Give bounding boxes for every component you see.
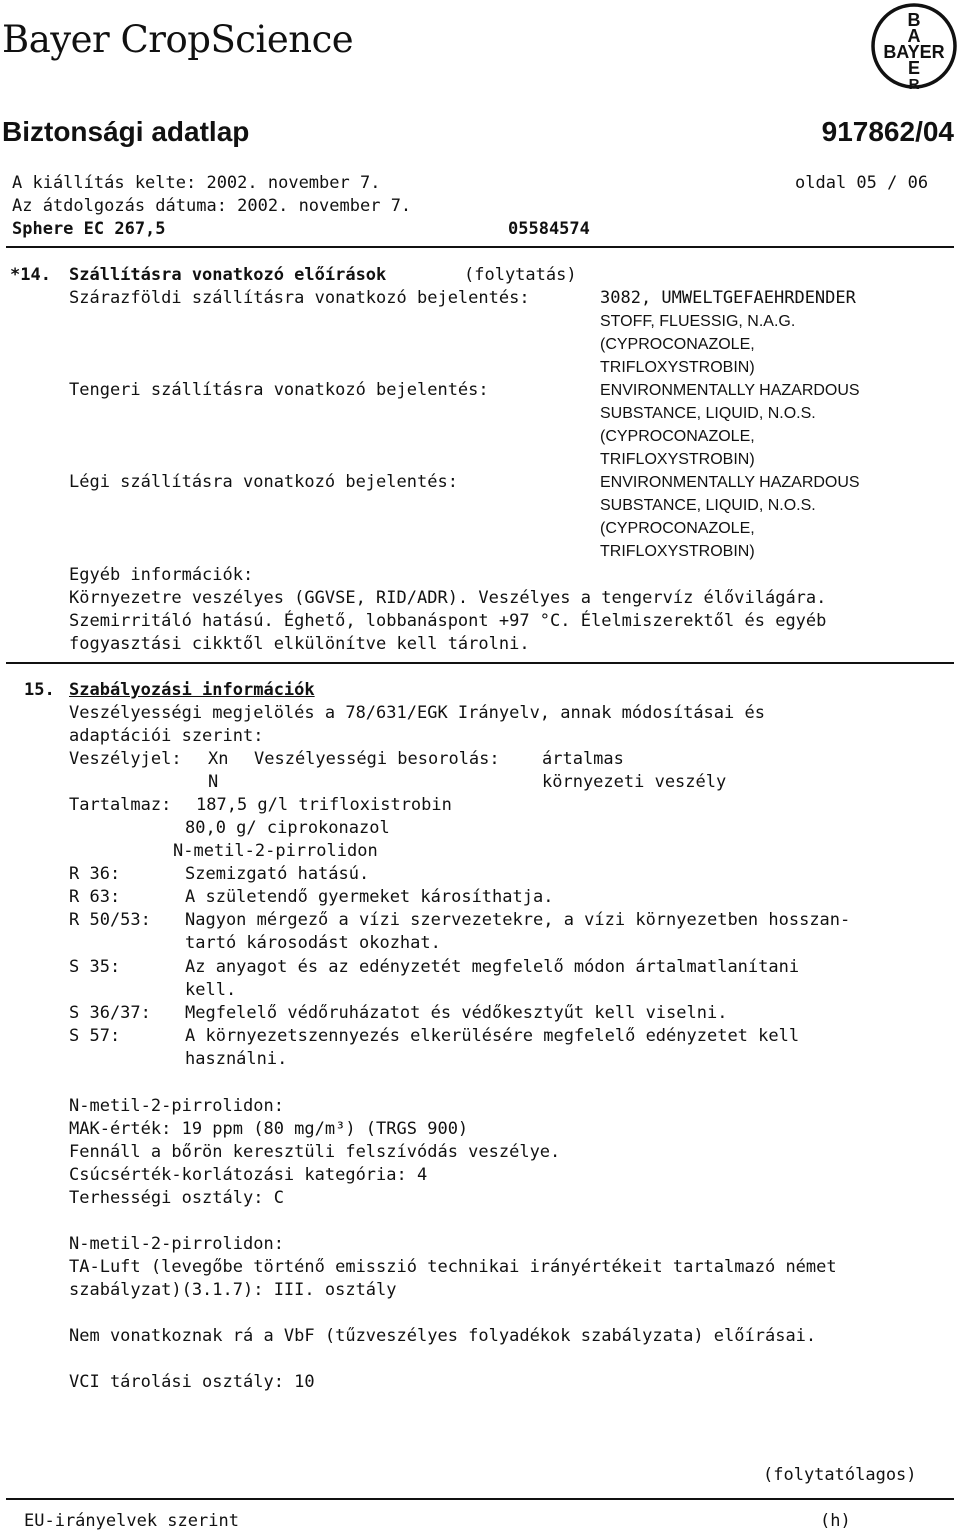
air-transport-line: (CYPROCONAZOLE,	[600, 520, 755, 537]
section-14-number: *14.	[10, 265, 51, 285]
sea-transport-label: Tengeri szállításra vonatkozó bejelentés:	[69, 380, 489, 400]
logo-letter-r: R	[908, 76, 920, 90]
pregnancy-class: Terhességi osztály: C	[69, 1188, 284, 1208]
sea-transport-line: SUBSTANCE, LIQUID, N.O.S.	[600, 405, 816, 422]
land-transport-line: 3082, UMWELTGEFAEHRDENDER	[600, 288, 856, 308]
phrase-code: R 63:	[69, 887, 121, 907]
phrase-text: tartó károsodást okozhat.	[185, 933, 441, 953]
hazard-symbol-label: Veszélyjel:	[69, 749, 182, 769]
nmp-heading: N-metil-2-pirrolidon:	[69, 1096, 284, 1116]
nmp-heading: N-metil-2-pirrolidon:	[69, 1234, 284, 1254]
other-info-line: Szemirritáló hatású. Éghető, lobbanáspont +97 °C. Élelmiszerektől és egyéb	[69, 611, 827, 631]
sea-transport-line: TRIFLOXYSTROBIN)	[600, 451, 755, 468]
directive-intro-line: Veszélyességi megjelölés a 78/631/EGK Irányelv, annak módosításai és	[69, 703, 765, 723]
page-number: oldal 05 / 06	[795, 173, 929, 193]
other-info-line: Környezetre veszélyes (GGVSE, RID/ADR). Veszélyes a tengervíz élővilágára.	[69, 588, 827, 608]
section-14-title: Szállításra vonatkozó előírások	[69, 265, 387, 285]
directive-intro-line: adaptációi szerint:	[69, 726, 264, 746]
revision-date: Az átdolgozás dátuma: 2002. november 7.	[12, 196, 412, 216]
phrase-text: A környezetszennyezés elkerülésére megfelelő edényzetet kell	[185, 1026, 800, 1046]
product-name: Sphere EC 267,5	[12, 219, 166, 239]
mak-value: MAK-érték: 19 ppm (80 mg/m³) (TRGS 900)	[69, 1119, 469, 1139]
product-code: 05584574	[508, 219, 590, 239]
classification-harmful: ártalmas	[542, 749, 624, 769]
phrase-code: S 36/37:	[69, 1003, 151, 1023]
classification-environment: környezeti veszély	[542, 772, 727, 792]
contains-label: Tartalmaz:	[69, 795, 172, 815]
issue-date: A kiállítás kelte: 2002. november 7.	[12, 173, 381, 193]
taluft-line: szabályzat)(3.1.7): III. osztály	[69, 1280, 397, 1300]
land-transport-label: Szárazföldi szállításra vonatkozó bejelentés:	[69, 288, 530, 308]
logo-word-bayer: BAYER	[883, 42, 945, 62]
phrase-text: Megfelelő védőruházatot és védőkesztyűt kell viselni.	[185, 1003, 728, 1023]
air-transport-line: TRIFLOXYSTROBIN)	[600, 543, 755, 560]
phrase-text: Nagyon mérgező a vízi szervezetekre, a vízi környezetben hosszan-	[185, 910, 851, 930]
header-rule	[6, 246, 954, 248]
vbf-note: Nem vonatkoznak rá a VbF (tűzveszélyes folyadékok szabályzata) előírásai.	[69, 1326, 817, 1346]
section-15-number: 15.	[24, 680, 55, 700]
classification-label: Veszélyességi besorolás:	[254, 749, 500, 769]
sea-transport-line: ENVIRONMENTALLY HAZARDOUS	[600, 382, 860, 399]
air-transport-line: ENVIRONMENTALLY HAZARDOUS	[600, 474, 860, 491]
phrase-text: A születendő gyermeket károsíthatja.	[185, 887, 554, 907]
footer-rule	[6, 1498, 954, 1500]
hazard-symbol-n: N	[208, 772, 219, 792]
phrase-code: S 57:	[69, 1026, 121, 1046]
phrase-text: használni.	[185, 1049, 288, 1069]
logo-letter-a: A	[907, 26, 921, 46]
ingredient: 187,5 g/l trifloxistrobin	[196, 795, 452, 815]
phrase-text: Az anyagot és az edényzetét megfelelő módon ártalmatlanítani	[185, 957, 800, 977]
document-title: Biztonsági adatlap	[2, 116, 250, 147]
sea-transport-line: (CYPROCONAZOLE,	[600, 428, 755, 445]
continued-note: (folytatólagos)	[763, 1465, 917, 1485]
bayer-cross-logo	[870, 2, 958, 90]
phrase-code: R 36:	[69, 864, 121, 884]
phrase-text: Szemizgató hatású.	[185, 864, 370, 884]
taluft-line: TA-Luft (levegőbe történő emisszió technikai irányértékeit tartalmazó német	[69, 1257, 837, 1277]
logo-letter-e: E	[907, 58, 921, 78]
vci-storage-class: VCI tárolási osztály: 10	[69, 1372, 315, 1392]
section-divider	[6, 662, 954, 664]
document-number: 917862/04	[821, 116, 954, 147]
other-info-line: fogyasztási cikktől elkülönítve kell tárolni.	[69, 634, 530, 654]
footer-regulation: EU-irányelvek szerint	[24, 1511, 239, 1531]
other-info-label: Egyéb információk:	[69, 565, 254, 585]
skin-absorption-note: Fennáll a bőrön keresztüli felszívódás veszélye.	[69, 1142, 561, 1162]
land-transport-line: STOFF, FLUESSIG, N.A.G.	[600, 313, 796, 330]
ingredient: N-metil-2-pirrolidon	[173, 841, 378, 861]
logo-letter-b: B	[907, 10, 921, 30]
section-15-title: Szabályozási információk	[69, 680, 315, 700]
phrase-text: kell.	[185, 980, 237, 1000]
air-transport-line: SUBSTANCE, LIQUID, N.O.S.	[600, 497, 816, 514]
air-transport-label: Légi szállításra vonatkozó bejelentés:	[69, 472, 458, 492]
hazard-symbol-xn: Xn	[208, 749, 229, 769]
phrase-code: S 35:	[69, 957, 121, 977]
land-transport-line: TRIFLOXYSTROBIN)	[600, 359, 755, 376]
section-14-continued: (folytatás)	[464, 265, 577, 285]
land-transport-line: (CYPROCONAZOLE,	[600, 336, 755, 353]
ingredient: 80,0 g/ ciprokonazol	[185, 818, 390, 838]
brand-name: Bayer CropScience	[2, 18, 354, 61]
phrase-code: R 50/53:	[69, 910, 151, 930]
footer-language: (h)	[820, 1511, 851, 1531]
peak-limit-category: Csúcsérték-korlátozási kategória: 4	[69, 1165, 428, 1185]
